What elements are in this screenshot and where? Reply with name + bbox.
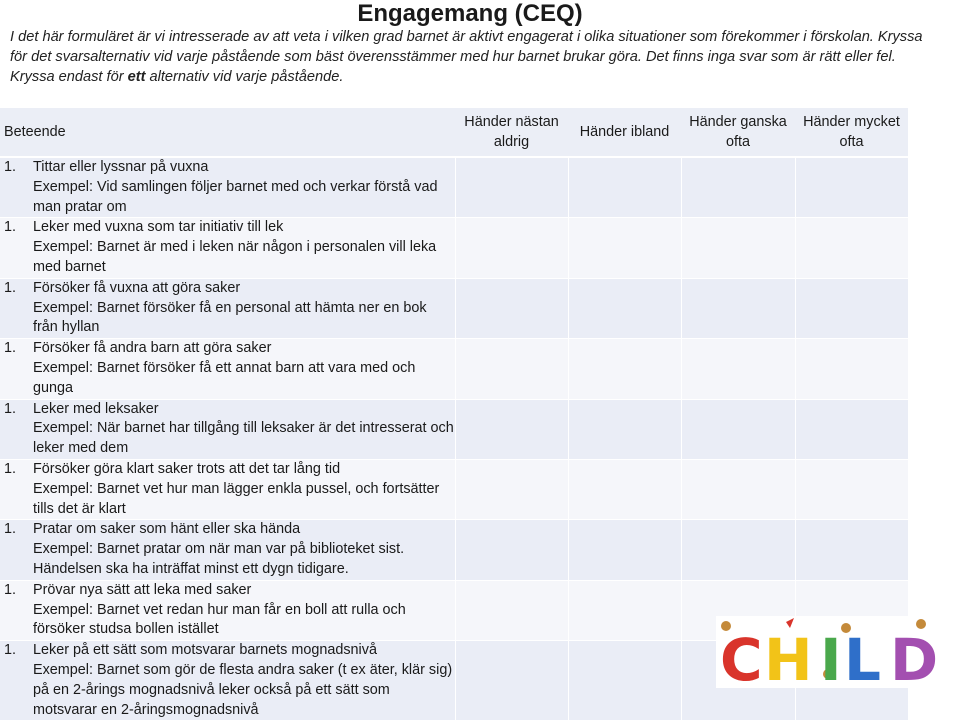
- answer-cell-option-4[interactable]: [795, 157, 908, 218]
- item-example: Exempel: Barnet försöker få ett annat barn att vara med och gunga: [33, 359, 416, 396]
- item-number: 1.: [4, 159, 17, 175]
- item-example: Exempel: Vid samlingen följer barnet med och verkar förstå vad man pratar om: [33, 178, 438, 215]
- item-example: Exempel: När barnet har tillgång till leksaker är det intresserat och leker med dem: [33, 420, 454, 457]
- item-question: Försöker få andra barn att göra saker: [33, 340, 272, 357]
- answer-cell-option-2[interactable]: [568, 459, 681, 519]
- item-question: Pratar om saker som hänt eller ska hända: [33, 521, 301, 538]
- behavior-cell: [0, 580, 455, 640]
- behavior-cell: [0, 520, 455, 580]
- answer-cell-option-2[interactable]: [568, 520, 681, 580]
- answer-cell-option-4[interactable]: [795, 339, 908, 399]
- header-option-3: Händer ganska ofta: [681, 108, 795, 157]
- answer-cell-option-2[interactable]: [568, 218, 681, 278]
- behavior-item: [0, 279, 455, 338]
- table-header-row: [0, 108, 908, 157]
- answer-cell-option-1[interactable]: [455, 641, 568, 721]
- answer-cell-option-2[interactable]: [568, 399, 681, 459]
- answer-cell-option-1[interactable]: [455, 459, 568, 519]
- logo-letter: D: [890, 626, 939, 688]
- behavior-item: [0, 520, 455, 579]
- answer-cell-option-3[interactable]: [681, 339, 795, 399]
- answer-cell-option-2[interactable]: [568, 641, 681, 721]
- behavior-cell: [0, 399, 455, 459]
- table-row: [0, 520, 908, 580]
- table-row: [0, 278, 908, 338]
- answer-cell-option-3[interactable]: [681, 278, 795, 338]
- behavior-cell: [0, 459, 455, 519]
- answer-cell-option-1[interactable]: [455, 278, 568, 338]
- behavior-item: [0, 158, 455, 217]
- behavior-cell: [0, 157, 455, 218]
- answer-cell-option-3[interactable]: [681, 218, 795, 278]
- behavior-cell: [0, 218, 455, 278]
- behavior-cell: [0, 339, 455, 399]
- answer-cell-option-1[interactable]: [455, 399, 568, 459]
- behavior-item: [0, 218, 455, 277]
- item-number: 1.: [4, 581, 17, 598]
- answer-cell-option-1[interactable]: [455, 580, 568, 640]
- item-example: Exempel: Barnet är med i leken när någon i personalen vill leka med barnet: [33, 239, 437, 275]
- answer-cell-option-3[interactable]: [681, 157, 795, 218]
- item-question: Leker med leksaker: [33, 400, 159, 417]
- behavior-item: [0, 641, 455, 720]
- answer-cell-option-1[interactable]: [455, 218, 568, 278]
- answer-cell-option-4[interactable]: [795, 459, 908, 519]
- answer-cell-option-1[interactable]: [455, 157, 568, 218]
- item-example: Exempel: Barnet pratar om när man var på biblioteket sist. Händelsen ska ha inträffat minst ett dygn tidigare.: [33, 541, 405, 577]
- table-row: [0, 459, 908, 519]
- answer-cell-option-3[interactable]: [681, 399, 795, 459]
- item-example: Exempel: Barnet vet hur man lägger enkla pussel, och fortsätter tills det är klart: [33, 480, 440, 517]
- item-question: Försöker göra klart saker trots att det tar lång tid: [33, 460, 341, 477]
- item-question: Leker med vuxna som tar initiativ till lek: [33, 219, 284, 236]
- answer-cell-option-3[interactable]: [681, 520, 795, 580]
- item-example: Exempel: Barnet försöker få en personal att hämta ner en bok från hyllan: [33, 299, 427, 336]
- table-row: [0, 157, 908, 218]
- instructions-emphasis: ett: [127, 69, 146, 85]
- behavior-item: [0, 400, 455, 459]
- instructions: [10, 27, 940, 87]
- table-row: [0, 218, 908, 278]
- answer-cell-option-4[interactable]: [795, 218, 908, 278]
- header-behavior: Beteende: [0, 108, 455, 157]
- item-number: 1.: [4, 642, 17, 659]
- item-number: 1.: [4, 521, 17, 538]
- item-number: 1.: [4, 460, 17, 477]
- logo-letter: I: [820, 626, 842, 688]
- instructions-text-a: I det här formuläret är vi intresserade av att veta i vilken grad barnet är aktivt engagerat i olika situationer som förekommer i förskolan. Kryssa för det svarsalternativ vid varje påstående som bäst överensstämmer med hur barnet brukar göra. Det finns inga svar som är rätt eller fel. Kryssa endast för: [10, 29, 923, 85]
- answer-cell-option-4[interactable]: [795, 399, 908, 459]
- header-option-2: Händer ibland: [568, 108, 681, 157]
- answer-cell-option-4[interactable]: [795, 278, 908, 338]
- logo-letter: L: [844, 626, 881, 688]
- logo-letter: H: [764, 626, 813, 688]
- item-example: Exempel: Barnet som gör de flesta andra saker (t ex äter, klär sig) på en 2-årings mognadsnivå leker också på ett sätt som motsvarar en 2-åringsmognadsnivå: [33, 661, 453, 718]
- answer-cell-option-2[interactable]: [568, 157, 681, 218]
- answer-cell-option-2[interactable]: [568, 339, 681, 399]
- answer-cell-option-1[interactable]: [455, 520, 568, 580]
- item-question: Leker på ett sätt som motsvarar barnets mognadsnivå: [33, 642, 377, 659]
- item-number: 1.: [4, 340, 17, 357]
- behavior-item: [0, 460, 455, 519]
- child-logo-letters: [720, 626, 938, 688]
- child-logo: [716, 616, 960, 688]
- item-number: 1.: [4, 279, 17, 296]
- item-example: Exempel: Barnet vet redan hur man får en boll att rulla och försöker studsa bollen istället: [33, 601, 406, 638]
- behavior-item: [0, 339, 455, 398]
- answer-cell-option-2[interactable]: [568, 580, 681, 640]
- item-number: 1.: [4, 400, 17, 417]
- header-option-1: Händer nästan aldrig: [455, 108, 568, 157]
- item-question: Försöker få vuxna att göra saker: [33, 279, 241, 296]
- answer-cell-option-4[interactable]: [795, 520, 908, 580]
- item-number: 1.: [4, 219, 17, 236]
- answer-cell-option-3[interactable]: [681, 459, 795, 519]
- behavior-cell: [0, 641, 455, 721]
- item-question: Prövar nya sätt att leka med saker: [33, 581, 252, 598]
- page-title: Engagemang (CEQ): [357, 0, 583, 27]
- table-row: [0, 339, 908, 399]
- header-option-4: Händer mycket ofta: [795, 108, 908, 157]
- behavior-cell: [0, 278, 455, 338]
- answer-cell-option-1[interactable]: [455, 339, 568, 399]
- answer-cell-option-2[interactable]: [568, 278, 681, 338]
- logo-letter: C: [720, 626, 763, 688]
- behavior-item: [0, 581, 455, 640]
- instructions-text-b: alternativ vid varje påstående.: [145, 69, 344, 85]
- table-row: [0, 399, 908, 459]
- item-question: Tittar eller lyssnar på vuxna: [33, 159, 209, 175]
